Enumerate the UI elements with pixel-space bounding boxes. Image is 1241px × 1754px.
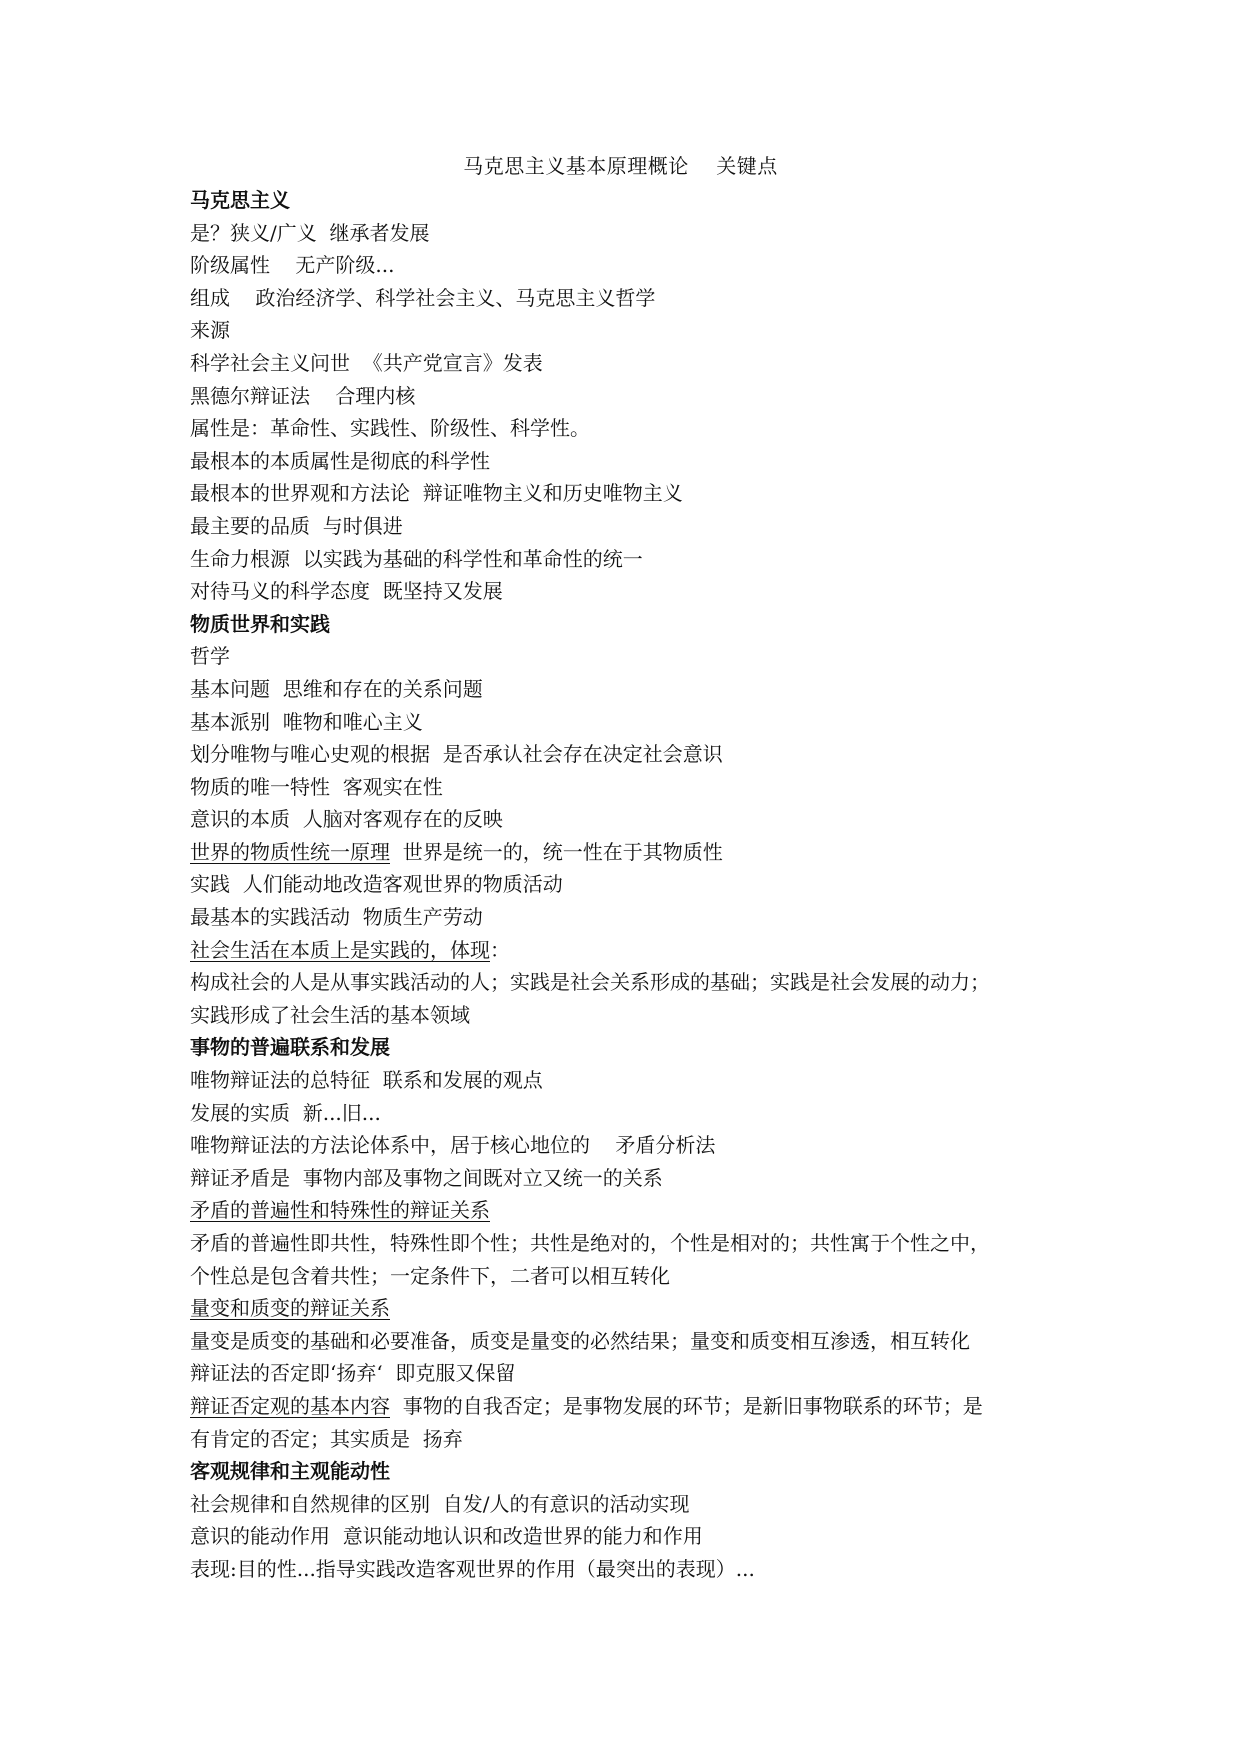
text-line: 辩证矛盾是 事物内部及事物之间既对立又统一的关系 [190, 1165, 663, 1190]
line-text: 世界是统一的，统一性在于其物质性 [390, 839, 723, 864]
underlined-term: 量变和质变的辩证关系 [190, 1296, 390, 1321]
text-line: 矛盾的普遍性即共性，特殊性即个性；共性是绝对的，个性是相对的；共性寓于个性之中， [190, 1231, 990, 1255]
text-line: 是？狭义/广义 继承者发展 [190, 220, 430, 245]
text-line: 社会规律和自然规律的区别 自发/人的有意识的活动实现 [190, 1491, 690, 1516]
text-line: 量变是质变的基础和必要准备，质变是量变的必然结果；量变和质变相互渗透，相互转化 [190, 1328, 970, 1353]
text-line: 黑德尔辩证法 合理内核 [190, 383, 416, 408]
text-line [190, 1194, 1070, 1227]
text-line: 组成 政治经济学、科学社会主义、马克思主义哲学 [190, 285, 656, 310]
section-heading: 马克思主义 [190, 188, 290, 212]
text-line: 意识的本质 人脑对客观存在的反映 [190, 807, 503, 832]
text-line: 表现:目的性...指导实践改造客观世界的作用（最突出的表现）... [190, 1556, 755, 1581]
text-line: 最基本的实践活动 物质生产劳动 [190, 905, 483, 930]
section-heading: 事物的普遍联系和发展 [190, 1035, 390, 1060]
text-line: 唯物辩证法的方法论体系中，居于核心地位的 矛盾分析法 [190, 1133, 716, 1158]
text-line: 哲学 [190, 644, 230, 669]
line-text: ： [490, 937, 510, 962]
section-heading: 客观规律和主观能动性 [190, 1459, 390, 1484]
text-line: 来源 [190, 318, 230, 343]
text-line: 唯物辩证法的总特征 联系和发展的观点 [190, 1068, 543, 1093]
text-line: 生命力根源 以实践为基础的科学性和革命性的统一 [190, 546, 643, 571]
text-line: 实践 人们能动地改造客观世界的物质活动 [190, 872, 563, 897]
text-line: 最根本的本质属性是彻底的科学性 [190, 448, 490, 473]
text-line: 阶级属性 无产阶级... [190, 253, 395, 278]
line-text: 事物的自我否定；是事物发展的环节；是新旧事物联系的环节；是 [390, 1393, 983, 1418]
underlined-term: 矛盾的普遍性和特殊性的辩证关系 [190, 1198, 490, 1223]
text-line [190, 934, 1070, 967]
text-line [190, 836, 1070, 869]
section-heading: 物质世界和实践 [190, 611, 330, 636]
underlined-term: 辩证否定观的基本内容 [190, 1393, 390, 1418]
text-line: 科学社会主义问世 《共产党宣言》发表 [190, 350, 543, 375]
text-line: 划分唯物与唯心史观的根据 是否承认社会存在决定社会意识 [190, 742, 723, 767]
text-line: 最主要的品质 与时俱进 [190, 513, 403, 538]
text-line: 意识的能动作用 意识能动地认识和改造世界的能力和作用 [190, 1524, 703, 1549]
underlined-term: 世界的物质性统一原理 [190, 839, 390, 864]
document-title: 马克思主义基本原理概论 关键点 [463, 154, 778, 178]
text-line: 发展的实质 新...旧... [190, 1100, 381, 1125]
text-line: 对待马义的科学态度 既坚持又发展 [190, 579, 503, 604]
document-body [190, 184, 1070, 1586]
text-line: 最根本的世界观和方法论 辩证唯物主义和历史唯物主义 [190, 481, 683, 506]
text-line: 构成社会的人是从事实践活动的人；实践是社会关系形成的基础；实践是社会发展的动力； [190, 970, 990, 995]
underlined-term: 社会生活在本质上是实践的，体现 [190, 937, 490, 962]
text-line: 属性是：革命性、实践性、阶级性、科学性。 [190, 416, 590, 441]
text-line: 有肯定的否定；其实质是 扬弃 [190, 1426, 463, 1451]
text-line: 实践形成了社会生活的基本领域 [190, 1002, 470, 1027]
text-line: 个性总是包含着共性；一定条件下，二者可以相互转化 [190, 1263, 670, 1288]
text-line: 物质的唯一特性 客观实在性 [190, 774, 443, 799]
text-line: 辩证法的否定即‘扬弃‘ 即克服又保留 [190, 1361, 516, 1386]
text-line: 基本派别 唯物和唯心主义 [190, 709, 423, 734]
text-line: 基本问题 思维和存在的关系问题 [190, 676, 483, 701]
text-line [190, 1390, 1070, 1423]
text-line [190, 1292, 1070, 1325]
